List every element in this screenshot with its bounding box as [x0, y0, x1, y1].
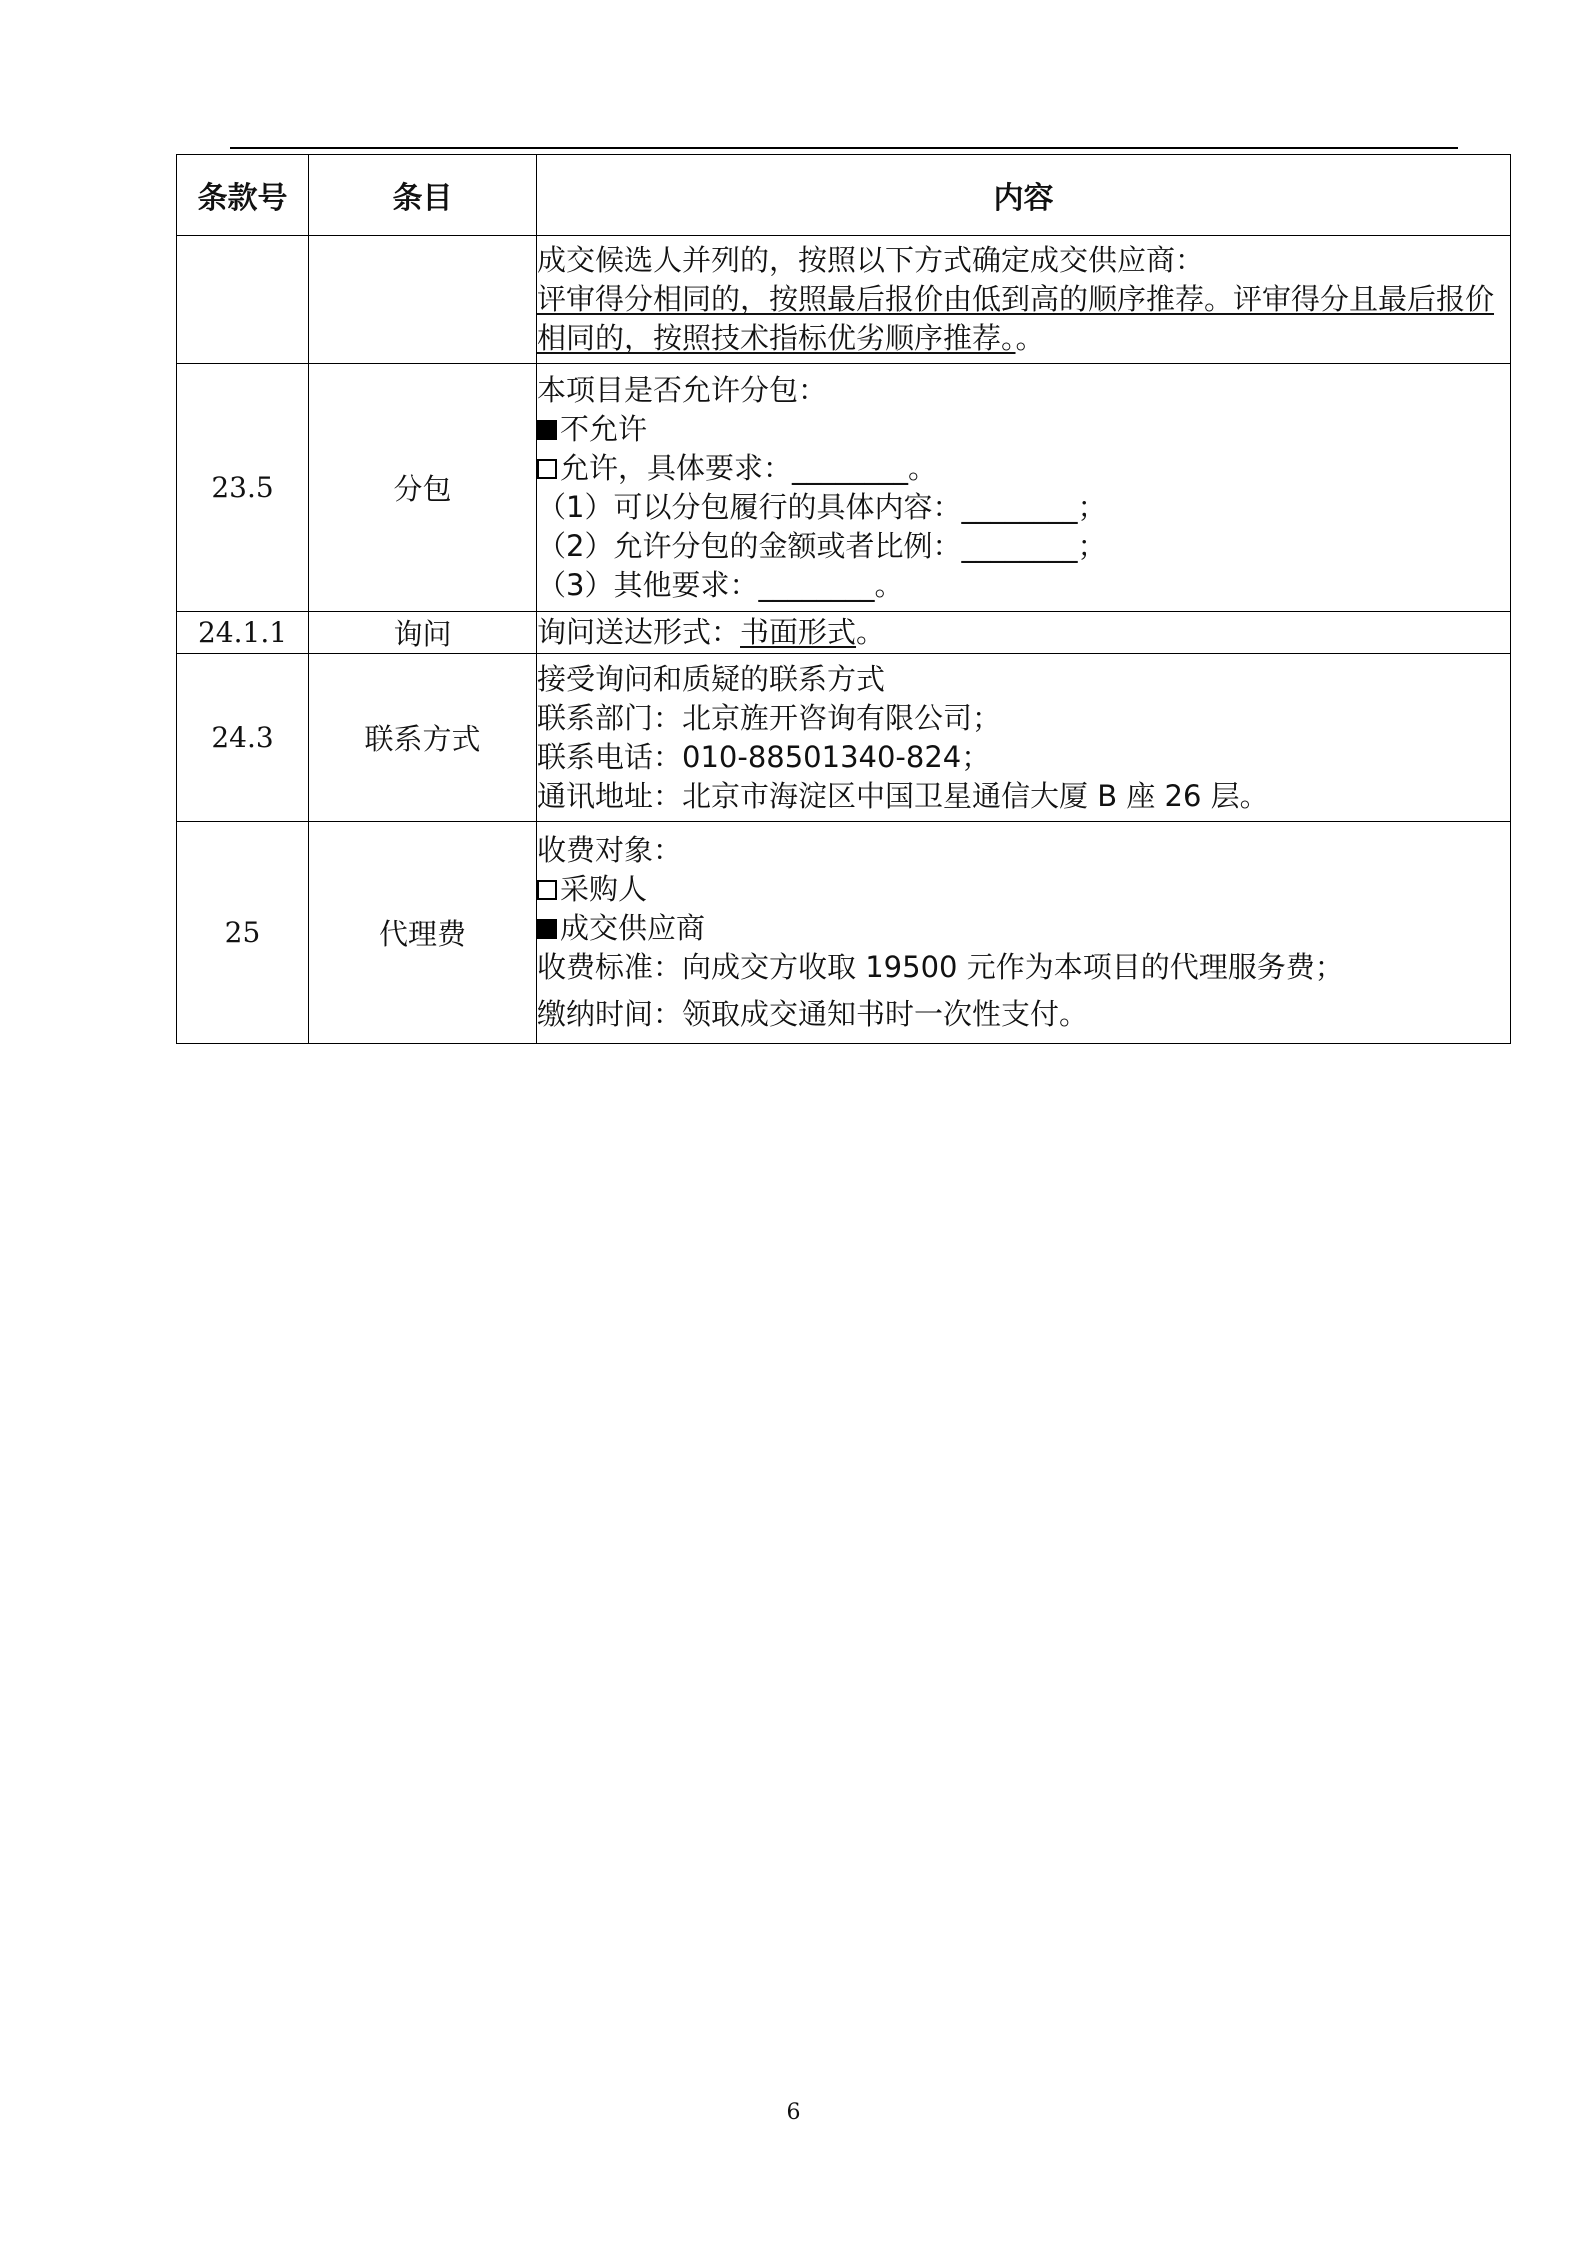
contact-phone: 联系电话：010-88501340-824； — [537, 739, 991, 774]
content-cell — [537, 654, 1511, 822]
item-cell: 代理费 — [309, 822, 537, 1044]
table-row — [177, 364, 1511, 612]
subcontract-detail-3: （3）其他要求：________。 — [537, 567, 904, 602]
tie-rule-detail — [537, 280, 1510, 358]
clauses-table — [176, 154, 1511, 1044]
content-cell — [537, 822, 1511, 1044]
checked-box-icon — [537, 420, 557, 440]
table-header-row — [177, 155, 1511, 236]
clause-no-cell: 25 — [177, 822, 309, 1044]
header-content: 内容 — [537, 155, 1511, 236]
table-row — [177, 612, 1511, 654]
clause-no-cell — [177, 236, 309, 364]
option-label: 不允许 — [560, 411, 648, 446]
tie-rule-detail-text: 评审得分相同的，按照最后报价由低到高的顺序推荐。评审得分且最后报价相同的，按照技术指标优劣顺序推荐。 — [537, 282, 1495, 355]
unchecked-box-icon — [537, 459, 557, 479]
header-clause-no: 条款号 — [177, 155, 309, 236]
option-label: 允许，具体要求：________。 — [560, 450, 938, 485]
inquiry-end: 。 — [856, 615, 886, 649]
inquiry-value: 书面形式 — [740, 615, 857, 649]
subcontract-question: 本项目是否允许分包： — [537, 372, 828, 407]
subcontract-detail-1: （1）可以分包履行的具体内容：________； — [537, 489, 1107, 524]
table-row — [177, 822, 1511, 1044]
inquiry-label: 询问送达形式： — [537, 615, 741, 649]
item-cell: 询问 — [309, 612, 537, 654]
subcontract-option-disallow — [537, 410, 1510, 449]
option-label: 采购人 — [560, 872, 648, 906]
item-cell: 联系方式 — [309, 654, 537, 822]
checked-box-icon — [537, 919, 557, 939]
unchecked-box-icon — [537, 880, 557, 900]
table-row — [177, 236, 1511, 364]
fee-target-label: 收费对象： — [537, 833, 683, 867]
contact-address: 通讯地址：北京市海淀区中国卫星通信大厦 B 座 26 层。 — [537, 778, 1269, 813]
content-cell — [537, 612, 1511, 654]
clause-no-cell: 23.5 — [177, 364, 309, 612]
header-rule — [230, 147, 1458, 149]
fee-option-purchaser — [537, 870, 1510, 909]
content-cell — [537, 236, 1511, 364]
contact-department: 联系部门：北京旌开咨询有限公司； — [537, 700, 1002, 735]
fee-payment-time: 缴纳时间：领取成交通知书时一次性支付。 — [537, 997, 1089, 1031]
item-cell — [309, 236, 537, 364]
subcontract-detail-2: （2）允许分包的金额或者比例：________； — [537, 528, 1107, 563]
subcontract-option-allow — [537, 449, 1510, 488]
header-item: 条目 — [309, 155, 537, 236]
tie-rule-intro: 成交候选人并列的，按照以下方式确定成交供应商： — [537, 243, 1205, 277]
option-label: 成交供应商 — [560, 911, 706, 945]
table-row — [177, 654, 1511, 822]
content-cell — [537, 364, 1511, 612]
page-number: 6 — [786, 2100, 801, 2125]
inquiry-line — [537, 613, 1510, 652]
fee-standard: 收费标准：向成交方收取 19500 元作为本项目的代理服务费； — [537, 950, 1344, 984]
fee-option-supplier — [537, 909, 1510, 948]
clause-no-cell: 24.3 — [177, 654, 309, 822]
clause-no-cell: 24.1.1 — [177, 612, 309, 654]
tie-rule-detail-end: 。 — [1015, 321, 1045, 355]
contact-intro: 接受询问和质疑的联系方式 — [537, 661, 886, 696]
item-cell: 分包 — [309, 364, 537, 612]
